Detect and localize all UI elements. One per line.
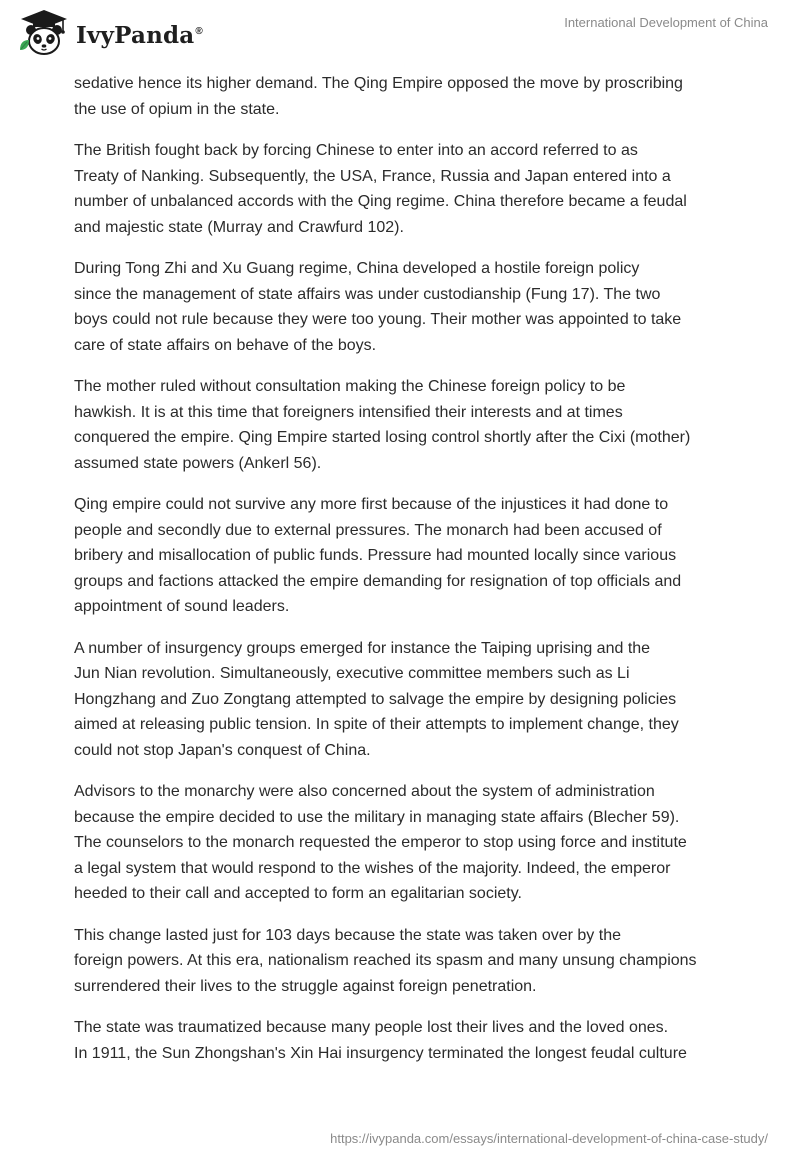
logo-text: IvyPanda xyxy=(76,21,195,49)
registered-mark: ® xyxy=(195,25,203,37)
ivypanda-logo[interactable] xyxy=(16,6,203,62)
paragraph: This change lasted just for 103 days because the state was taken over by the foreign powers. At this era, nationalism reached its spasm and many unsung champions surrendered their lives to the struggle against foreign penetration. xyxy=(74,926,697,995)
paragraph: The state was traumatized because many people lost their lives and the loved ones. In 1911, the Sun Zhongshan's Xin Hai insurgency terminated the longest feudal culture xyxy=(74,1019,687,1062)
document-title: International Development of China xyxy=(564,15,768,30)
paragraph: During Tong Zhi and Xu Guang regime, China developed a hostile foreign policy since the management of state affairs was under custodianship (Fung 17). The two boys could not rule because they were too young. Their mother was appointed to take care of state affairs on behave of the boys. xyxy=(74,260,682,354)
paragraph: sedative hence its higher demand. The Qing Empire opposed the move by proscribing the use of opium in the state. xyxy=(74,75,683,118)
source-url-link[interactable]: https://ivypanda.com/essays/international-development-of-china-case-study/ xyxy=(330,1131,768,1146)
page-header xyxy=(0,0,800,66)
paragraph: The mother ruled without consultation making the Chinese foreign policy to be hawkish. It is at this time that foreigners intensified their interests and at times conquered the empire. Qing Empire started losing control shortly after the Cixi (mother) assumed state powers (Ankerl 56). xyxy=(74,378,691,472)
paragraph: Advisors to the monarchy were also concerned about the system of administration because the empire decided to use the military in managing state affairs (Blecher 59). The counselors to the monarch requested the emperor to stop using force and institute a legal system that would respond to the wishes of the majority. Indeed, the emperor heeded to their call and accepted to form an egalitarian society. xyxy=(74,783,687,902)
panda-graduate-icon xyxy=(16,6,72,62)
paragraph: Qing empire could not survive any more first because of the injustices it had done to people and secondly due to external pressures. The monarch had been accused of bribery and misallocation of public funds. Pressure had mounted locally since various groups and factions attacked the empire demanding for resignation of top officials and appointment of sound leaders. xyxy=(74,496,682,615)
paragraph: A number of insurgency groups emerged for instance the Taiping uprising and the Jun Nian revolution. Simultaneously, executive committee members such as Li Hongzhang and Zuo Zongtang attempted to salvage the empire by designing policies aimed at releasing public tension. In spite of their attempts to implement change, they could not stop Japan's conquest of China. xyxy=(74,639,679,759)
paragraph: The British fought back by forcing Chinese to enter into an accord referred to as Treaty of Nanking. Subsequently, the USA, France, Russia and Japan entered into a number of unbalanced accords with the Qing regime. China therefore became a feudal and majestic state (Murray and Crawfurd 102). xyxy=(74,142,687,236)
logo-wordmark xyxy=(76,22,203,49)
essay-body xyxy=(74,71,720,1082)
